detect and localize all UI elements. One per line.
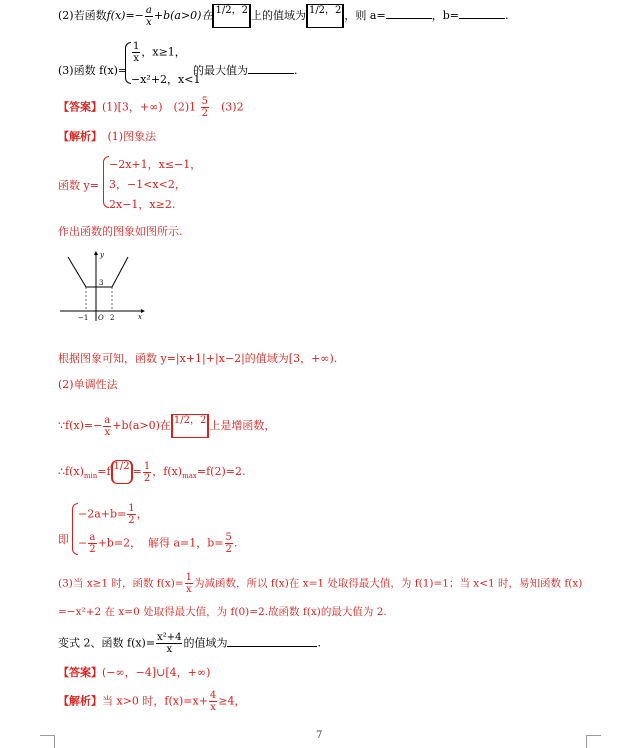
max-sub: max — [182, 472, 197, 481]
sys1-end: ， — [136, 507, 148, 521]
minmax-line — [58, 460, 245, 484]
p3-frac-den: x — [185, 584, 192, 595]
answer-frac — [201, 96, 209, 119]
sys2-frac-num: a — [89, 532, 96, 543]
q2-frac-den: x — [146, 16, 152, 28]
solve-frac — [225, 532, 233, 555]
sys1-a: −2a+b= — [78, 507, 127, 521]
variant-frac — [156, 632, 182, 655]
q3-case1 — [131, 41, 186, 64]
q3-prefix: (3)函数 f(x)= — [58, 64, 128, 77]
q2-b-label: ，b= — [431, 9, 459, 22]
q3-case1-cond: ，x≥1， — [141, 45, 186, 59]
conclusion-1: 根据图象可知，函数 y=|x+1|+|x−2|的值域为[3，+∞). — [58, 352, 338, 365]
system-prefix: 即 — [58, 533, 69, 546]
q2-func-tail: +b(a>0)在 — [153, 9, 213, 22]
sys1-frac-den: 2 — [128, 515, 135, 526]
minmax-frac — [143, 461, 151, 484]
page-corner-right — [586, 735, 601, 748]
solve-end: . — [233, 536, 238, 550]
draw-note: 作出函数的图象如图所示. — [58, 225, 183, 238]
p3-frac — [185, 572, 193, 595]
minmax-e: =f(2)=2. — [196, 465, 246, 478]
piece-1: −2x+1，x≤−1， — [109, 158, 202, 171]
variant-answer-tag: 【答案】 — [58, 666, 102, 679]
q2-func: f(x)=− — [106, 9, 144, 22]
minmax-c: = — [132, 465, 142, 478]
q3-end: . — [294, 64, 298, 77]
variant-answer-text: (−∞，−4]∪[4，+∞) — [102, 666, 211, 679]
q3-case1-den: x — [133, 53, 139, 64]
system-eq-1 — [78, 503, 148, 526]
variant-answer — [58, 664, 210, 680]
answer-line — [58, 96, 244, 119]
graph-tick-2: 2 — [110, 314, 115, 322]
q2-then: ，则 a= — [344, 9, 386, 22]
variant-prefix: 变式 2、函数 f(x)= — [58, 636, 156, 650]
variant-analysis-a: 当 x>0 时，f(x)=x+ — [102, 694, 208, 708]
q2-interval-a: 1/2 — [215, 5, 232, 16]
answer-part3: (3)2 — [221, 100, 244, 114]
q2-interval — [212, 4, 250, 28]
answer-blank-b[interactable] — [459, 7, 505, 19]
variant-analysis-frac — [209, 690, 217, 713]
q3-tail — [193, 62, 298, 78]
q2-end: . — [504, 9, 509, 22]
minmax-b: =f — [97, 465, 111, 478]
answer-frac-den: 2 — [201, 108, 208, 119]
question-2 — [58, 4, 508, 28]
answer-blank-a[interactable] — [386, 7, 432, 19]
graph-origin: O — [98, 314, 104, 322]
solve-frac-num: 5 — [225, 532, 232, 543]
minmax-d: ，f(x) — [152, 465, 183, 478]
sys2-a: − — [78, 536, 88, 550]
part3-line-1 — [58, 572, 582, 595]
graph-y-label: y — [100, 251, 104, 259]
q2-interval-b: ，2 — [231, 5, 248, 16]
system-eq-2 — [78, 532, 141, 555]
function-curve — [68, 257, 128, 287]
q3-case1-frac — [132, 41, 140, 64]
variant-analysis-b: ≥4， — [218, 694, 246, 708]
variant-analysis-tag: 【解析】 — [58, 694, 102, 708]
mono-a: ∵f(x)=− — [58, 419, 103, 432]
minmax-frac-num: 1 — [143, 460, 151, 472]
solve-a: 解得 a=1，b= — [148, 536, 224, 550]
p3-a: (3)当 x≥1 时，函数 f(x)= — [58, 577, 184, 590]
variant-question — [58, 632, 321, 655]
variant-analysis-den: x — [210, 702, 216, 713]
min-arg-text: 1/2 — [113, 461, 130, 472]
q2-range — [306, 4, 344, 28]
answer-part1: (1)[3，+∞) (2)1 — [102, 100, 197, 114]
method-2: (2)单调性法 — [58, 378, 118, 391]
mono-interval — [171, 414, 209, 438]
q2-range-b: ，2 — [325, 5, 342, 16]
q3-case1-num: 1 — [133, 41, 140, 52]
min-arg — [111, 460, 133, 484]
q2-mid: 上的值域为 — [250, 9, 306, 22]
piece-2: 3，−1<x<2， — [109, 178, 186, 191]
q3-tail-text: 的最大值为 — [193, 64, 248, 77]
q2-frac — [145, 5, 153, 28]
answer-blank-max[interactable] — [248, 62, 294, 74]
answer-tag: 【答案】 — [58, 100, 102, 114]
sys2-frac-den: 2 — [89, 544, 96, 555]
mono-frac — [103, 415, 111, 438]
graph-x-label: x — [138, 313, 142, 321]
variant-analysis — [58, 690, 246, 713]
graph-tick-m1: −1 — [78, 314, 89, 322]
function-graph — [56, 249, 146, 329]
mono-b: +b(a>0)在 — [112, 419, 171, 432]
sys2-b: +b=2， — [97, 536, 142, 550]
variant-frac-den: x — [166, 644, 173, 655]
q2-prefix: (2)若函数 — [58, 9, 107, 22]
answer-frac-num: 5 — [201, 96, 208, 107]
graph-tick-3: 3 — [99, 279, 104, 287]
solve-frac-den: 2 — [225, 544, 232, 555]
analysis-header — [58, 128, 156, 144]
sys1-frac-num: 1 — [128, 503, 135, 514]
mono-interval-b: ，2 — [189, 415, 207, 426]
variant-analysis-num: 4 — [209, 690, 217, 701]
minmax-frac-den: 2 — [143, 472, 151, 484]
variant-end: . — [317, 636, 321, 650]
sys2-frac — [88, 532, 96, 555]
min-sub: min — [83, 472, 98, 481]
y-axis-arrow — [94, 251, 98, 255]
q2-frac-num: a — [145, 4, 152, 16]
q2-range-a: 1/2 — [308, 5, 326, 16]
minmax-a: ∴f(x) — [58, 465, 84, 478]
p3-frac-num: 1 — [185, 572, 192, 583]
sys1-frac — [127, 503, 135, 526]
q3-case2: −x²+2，x<1 — [131, 73, 201, 86]
page-corner-left — [40, 735, 55, 748]
answer-blank-variant[interactable] — [227, 635, 317, 647]
solve-line — [148, 532, 237, 555]
mono-frac-num: a — [104, 414, 111, 426]
piece-3: 2x−1，x≥2. — [109, 198, 176, 211]
func-label: 函数 y= — [58, 179, 99, 192]
mono-frac-den: x — [104, 426, 111, 438]
variant-frac-num: x²+4 — [157, 632, 182, 643]
monotonic-line — [58, 414, 275, 438]
analysis-method1: (1)图象法 — [107, 130, 157, 143]
part3-line-2: =−x²+2 在 x=0 处取得最大值，为 f(0)=2.故函数 f(x)的最大值为 2. — [58, 606, 387, 618]
analysis-tag: 【解析】 — [58, 130, 97, 143]
p3-b: 为减函数，所以 f(x)在 x=1 处取得最大值，为 f(1)=1；当 x<1 时，易知函数 f(x) — [193, 577, 583, 590]
variant-tail: 的值域为 — [183, 636, 228, 650]
mono-interval-a: 1/2 — [173, 415, 190, 426]
page-number: 7 — [316, 730, 323, 741]
mono-c: 上是增函数， — [209, 419, 276, 432]
